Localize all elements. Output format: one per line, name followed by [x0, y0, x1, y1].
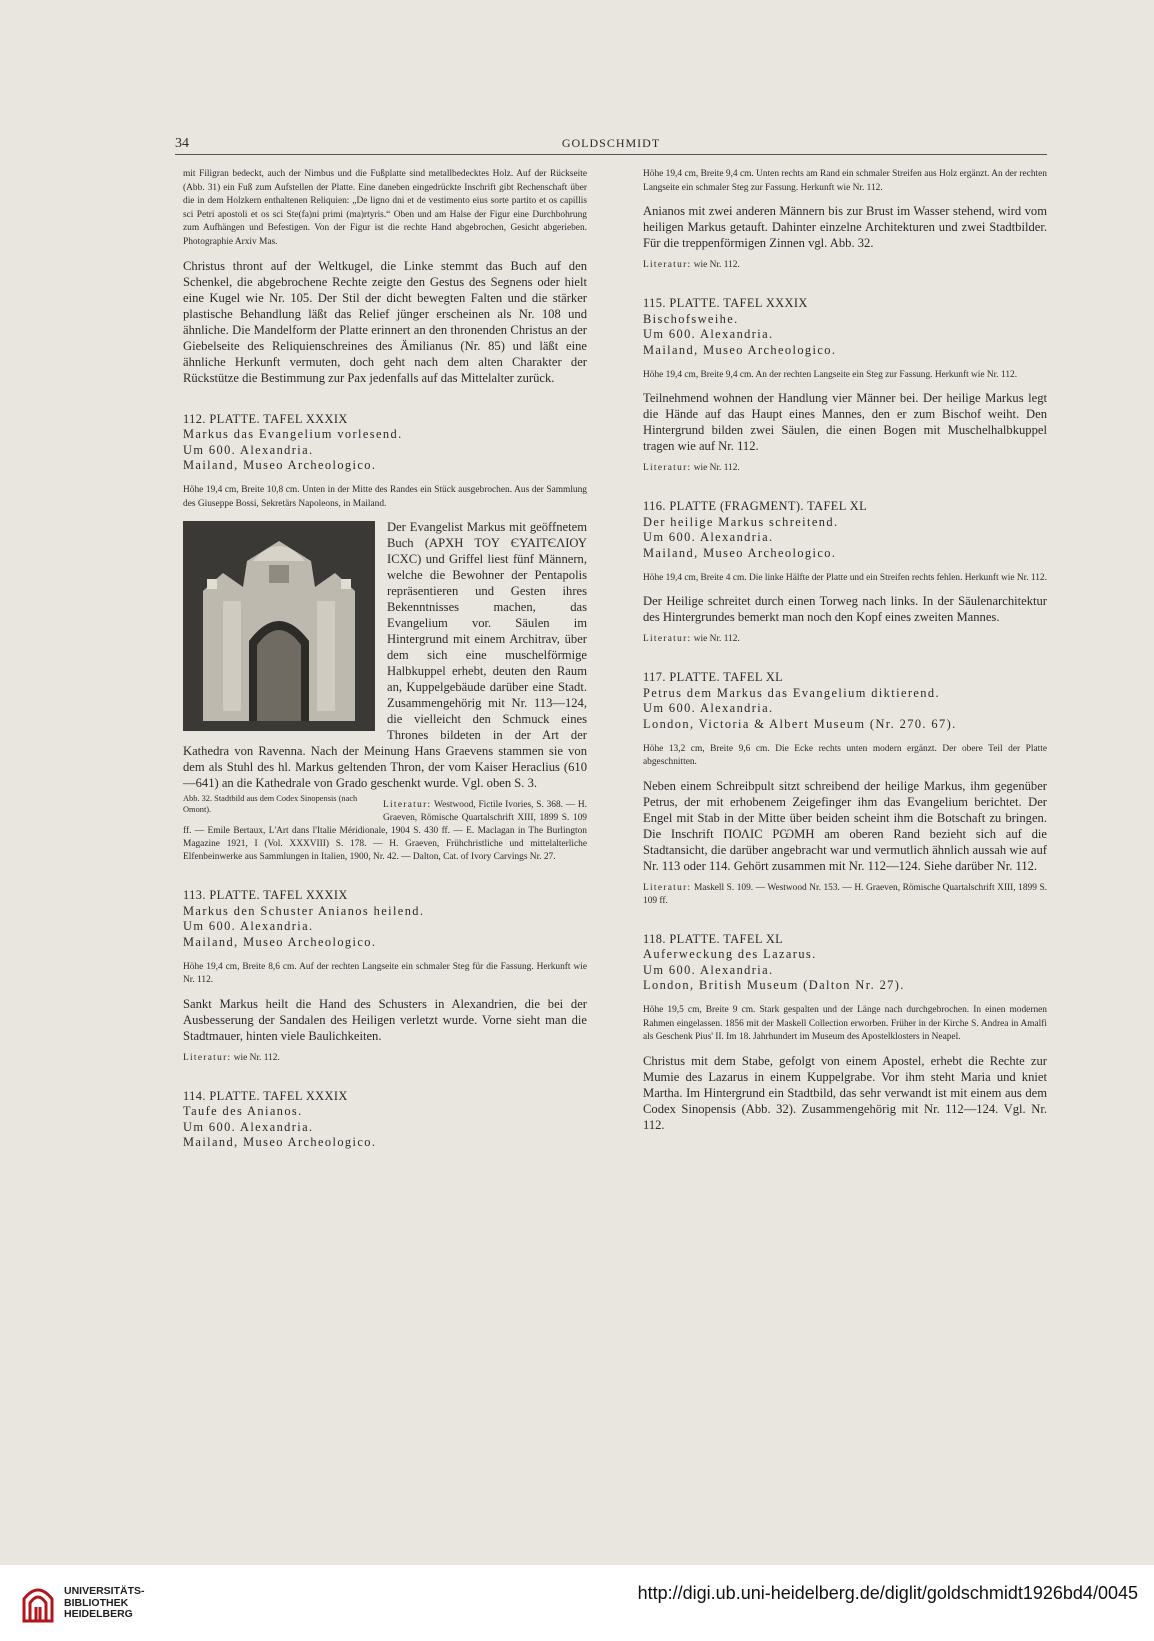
entry-117: [643, 670, 1047, 732]
heidelberg-university-library-logo-icon: [20, 1583, 56, 1623]
entry-measurements: Höhe 19,4 cm, Breite 8,6 cm. Auf der rechten Langseite ein schmaler Steg für die Fassung. Herkunft wie Nr. 112.: [183, 961, 587, 986]
entry-heading: 115. PLATTE. TAFEL XXXIX: [643, 296, 808, 311]
entry-subject: Petrus dem Markus das Evangelium diktierend.: [643, 685, 940, 700]
entry-measurements: Höhe 19,5 cm, Breite 9 cm. Stark gespalten und der Länge nach durchgebrochen. In einen modernen Rahmen eingelassen. 1856 mit der Maskell Collection erworben. Früher in der Kirche S. Andrea in Amalfi als Geschenk Pius' II. Im 18. Jahrhundert im Museum des Apostelklosters in Neapel.: [643, 1005, 1047, 1043]
entry-measurements: Höhe 19,4 cm, Breite 9,4 cm. An der rechten Langseite ein Steg zur Fassung. Herkunft wie Nr. 112.: [643, 369, 1018, 380]
entry-text: Teilnehmend wohnen der Handlung vier Männer bei. Der heilige Markus legt die Hände auf das Haupt eines Mannes, den er zum Bischof weiht. Den Hintergrund bilden zwei Säulen, die einen Bogen mit Muschelhalbkuppel tragen wie auf Nr. 112.: [643, 391, 1047, 454]
entry-heading: 118. PLATTE. TAFEL XL: [643, 931, 784, 946]
entry-literature: [643, 633, 1047, 646]
entry-heading: 114. PLATTE. TAFEL XXXIX: [183, 1088, 348, 1103]
continued-measurements: Höhe 19,4 cm, Breite 9,4 cm. Unten rechts am Rand ein schmaler Streifen aus Holz ergänzt. An der rechten Langseite ein schmaler Steg zur Fassung. Herkunft wie Nr. 112.: [643, 169, 1047, 193]
entry-118: [643, 932, 1047, 994]
figure-city-image: [183, 521, 375, 731]
permalink-url[interactable]: http://digi.ub.uni-heidelberg.de/diglit/goldschmidt1926bd4/0045: [637, 1583, 1138, 1603]
library-name-line: BIBLIOTHEK: [64, 1596, 129, 1609]
entry-measurements: Höhe 19,4 cm, Breite 4 cm. Die linke Hälfte der Platte und ein Streifen rechts fehlen. Herkunft wie Nr. 112.: [643, 572, 1047, 583]
entry-subject: Markus den Schuster Anianos heilend.: [183, 903, 425, 918]
entry-location: London, Victoria & Albert Museum (Nr. 270. 67).: [643, 716, 957, 731]
library-name: [64, 1586, 145, 1621]
entry-116: [643, 499, 1047, 561]
entry-measurements: Höhe 19,4 cm, Breite 10,8 cm. Unten in der Mitte des Randes ein Stück ausgebrochen. Aus der Sammlung des Giuseppe Bossi, Sekretärs Napoleons, in Mailand.: [183, 484, 587, 509]
literature-text: wie Nr. 112.: [693, 634, 740, 645]
literature-text: wie Nr. 112.: [233, 1052, 280, 1063]
entry-literature: [643, 462, 1047, 475]
literature-label: Literatur:: [643, 882, 692, 893]
literature-label: Literatur:: [643, 260, 692, 271]
entry-subject: Auferweckung des Lazarus.: [643, 947, 817, 962]
entry-text: Der Heilige schreitet durch einen Torweg nach links. In der Säulenarchitektur des Hintergrundes bemerkt man noch den Kopf eines zweiten Mannes.: [643, 594, 1047, 625]
running-title: GOLDSCHMIDT: [561, 136, 661, 150]
entry-subject: Markus das Evangelium vorlesend.: [183, 427, 403, 442]
page-header: [175, 136, 1047, 156]
entry-date: Um 600. Alexandria.: [643, 530, 774, 545]
intro-paragraph: Christus thront auf der Weltkugel, die Linke stemmt das Buch auf den Schenkel, die abgebrochene Rechte zeigte den Gestus des Segnens oder hielt eine Kugel wie Nr. 105. Der Stil der dicht bewegten Falten und die stärker plastische Behandlung läßt das Relief jünger erscheinen als Nr. 108 und ähnliche. Die Mandelform der Platte erinnert an den thronenden Christus an der Giebelseite des Reliquienschreines des Ämilianus (Nr. 85) und läßt eine ähnliche Herkunft vermuten, doch geht nach dem alten Charakter der Rückstütze die Bestimmung zur Pax jedenfalls auf das Mittelalter zurück.: [183, 258, 587, 385]
page-number: 34: [175, 136, 189, 151]
entry-literature: [643, 882, 1047, 908]
literature-text: Maskell S. 109. — Westwood Nr. 153. — H. Graeven, Römische Quartalschrift XIII, 1899 S. 109 ff.: [643, 882, 1047, 906]
entry-subject: Taufe des Anianos.: [183, 1104, 303, 1119]
entry-location: Mailand, Museo Archeologico.: [183, 1135, 377, 1150]
entry-location: London, British Museum (Dalton Nr. 27).: [643, 978, 905, 993]
entry-location: Mailand, Museo Archeologico.: [643, 342, 837, 357]
literature-label: Literatur:: [383, 800, 432, 811]
viewer-footer: [0, 1565, 1154, 1641]
entry-literature: [183, 1052, 587, 1065]
literature-text: wie Nr. 112.: [693, 463, 740, 474]
entry-text: [183, 519, 587, 791]
entry-heading: 112. PLATTE. TAFEL XXXIX: [183, 411, 348, 426]
entry-date: Um 600. Alexandria.: [183, 442, 314, 457]
library-name-line: HEIDELBERG: [64, 1608, 133, 1620]
entry-113: [183, 888, 587, 950]
entry-112: [183, 412, 587, 474]
entry-heading: 113. PLATTE. TAFEL XXXIX: [183, 888, 348, 903]
entry-location: Mailand, Museo Archeologico.: [183, 458, 377, 473]
entry-date: Um 600. Alexandria.: [643, 327, 774, 342]
entry-location: Mailand, Museo Archeologico.: [183, 934, 377, 949]
entry-date: Um 600. Alexandria.: [183, 1119, 314, 1134]
library-name-line: UNIVERSITÄTS-: [64, 1585, 145, 1597]
header-rule: [175, 154, 1047, 155]
entry-date: Um 600. Alexandria.: [643, 962, 774, 977]
entry-subject: Bischofsweihe.: [643, 311, 739, 326]
entry-date: Um 600. Alexandria.: [183, 919, 314, 934]
continued-literature: [643, 259, 1047, 272]
entry-115: [643, 296, 1047, 358]
entry-location: Mailand, Museo Archeologico.: [643, 545, 837, 560]
entry-subject: Der heilige Markus schreitend.: [643, 514, 839, 529]
entry-date: Um 600. Alexandria.: [643, 701, 774, 716]
intro-description: mit Filigran bedeckt, auch der Nimbus und die Fußplatte sind metallbedecktes Holz. Auf der Rückseite (Abb. 31) ein Fuß zum Aufstellen der Platte. Eine daneben eingedrückte Inschrift gibt Rechenschaft über die in dem Holzkern enthaltenen Reliquien: „De ligno dni et de vestimento eius sorte partito et os capillis sci Petri apostoli et os sci Ste(fa)ni primi (ma)rtyris.“ Oben und am Halse der Figur eine Durchbohrung zum Aufhängen und Befestigen. Von der Figur ist die rechte Hand abgebrochen, Gesicht abgerieben. Photographie Arxiv Mas.: [183, 169, 587, 247]
literature-text: wie Nr. 112.: [693, 260, 740, 271]
literature-label: Literatur:: [183, 1052, 232, 1063]
entry-text: Neben einem Schreibpult sitzt schreibend der heilige Markus, ihm gegenüber Petrus, der mit erhobenem Zeigefinger ihm das Evangelium berichtet. Der Engel mit Stab in der Mitte über beiden scheint ihm die Botschaft zu bringen. Die Inschrift ΠΟΛΙϹ ΡѠΜΗ am oberen Rand bezieht sich auf die Stadtansicht, die darüber angebracht war und vermutlich ähnlich aussah wie auf Nr. 113 oder 114. Gehört zusammen mit Nr. 112—124. Siehe darüber Nr. 112.: [643, 778, 1047, 873]
right-column: [643, 168, 1047, 1141]
entry-measurements: Höhe 13,2 cm, Breite 9,6 cm. Die Ecke rechts unten modern ergänzt. Der obere Teil der Platte abgeschnitten.: [643, 743, 1047, 768]
entry-text: Christus mit dem Stabe, gefolgt von einem Apostel, erhebt die Rechte zur Mumie des Lazarus in einem Kuppelgrabe. Vor ihm steht Maria und kniet Martha. Im Hintergrund ein Stadtbild, das sehr verwandt ist mit einem aus dem Codex Sinopensis (Abb. 32). Zusammengehörig mit Nr. 112—124. Vgl. Nr. 112.: [643, 1053, 1047, 1132]
literature-label: Literatur:: [643, 463, 692, 474]
continued-text: Anianos mit zwei anderen Männern bis zur Brust im Wasser stehend, wird vom heiligen Markus getauft. Dahinter einzelne Architekturen und zwei Stadtbilder. Für die treppenförmigen Zinnen vgl. Abb. 32.: [643, 204, 1047, 251]
literature-label: Literatur:: [643, 634, 692, 645]
entry-heading: 117. PLATTE. TAFEL XL: [643, 670, 784, 685]
entry-112-text: Der Evangelist Markus mit geöffnetem Buch (APXH TOY ЄYAΙΤЄΛΙΟΥ ΙCXC) und Griffel liest fünf Männern, welche die Bewohner der Pentapolis repräsentieren und Gesten ihres Bekenntnisses machen, das Evangelium vor. Säulen im Hintergrund mit einem Architrav, über dem sich eine muschelförmige Halbkuppel erhebt, deuten den Raum an, Kuppelgebäude darüber eine Stadt. Zusammengehörig mit Nr. 113—124, die vielleicht den Schmuck eines Thrones bildeten in der Art der Kathedra von Ravenna. Nach der Meinung Hans Graevens stammen sie von dem als Stuhl des hl. Markus geltenden Thron, der vom Kaiser Heraclius (610—641) an die Kathedrale von Grado geschenkt wurde. Vgl. oben S. 3.: [183, 520, 587, 791]
figure-caption: Abb. 32. Stadtbild aus dem Codex Sinopensis (nach Omont).: [183, 794, 358, 815]
entry-text: Sankt Markus heilt die Hand des Schusters in Alexandrien, die bei der Ausbesserung der Sandalen des Heiligen verletzt wurde. Vorne sieht man die Stadtmauer, hinten viele Baulichkeiten.: [183, 996, 587, 1043]
entry-114: [183, 1089, 587, 1151]
literature-text: Westwood, Fictile Ivories, S. 368. — H. Graeven, Römische Quartalschrift XIII, 1899 S. 109 ff. — Emile Bertaux, L'Art dans l'Italie Méridionale, 1904 S. 430 ff. — E. Maclagan in The Burlington Magazine 1921, I (Vol. XXXVIII) S. 178. — H. Graeven, Frühchristliche und mittelalterliche Elfenbeinwerke aus Sammlungen in Italien, 1900, Nr. 42. — Dalton, Cat. of Ivory Carvings Nr. 27.: [183, 800, 587, 863]
entry-heading: 116. PLATTE (FRAGMENT). TAFEL XL: [643, 499, 868, 514]
left-column: [183, 168, 587, 1161]
